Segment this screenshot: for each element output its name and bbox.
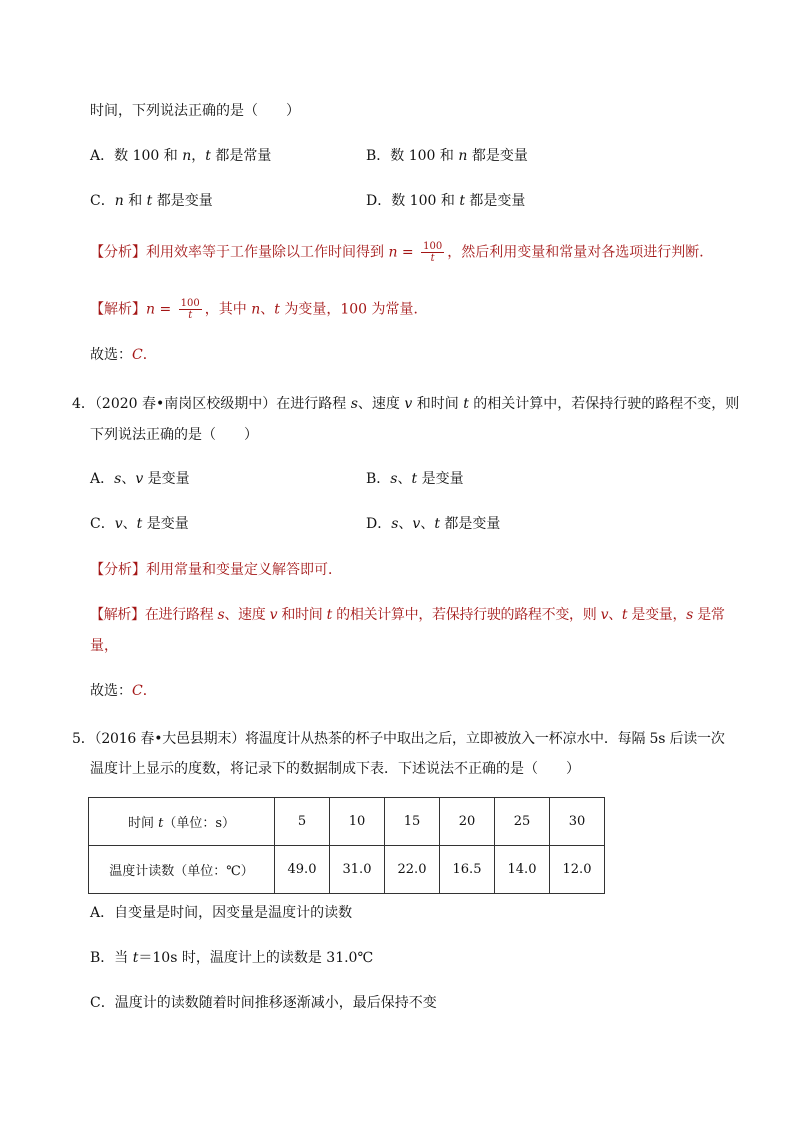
question-number: 4． [72, 396, 95, 412]
table-cell: 30 [550, 798, 605, 846]
table-cell: 5 [275, 798, 330, 846]
table-cell: 22.0 [385, 846, 440, 894]
option-d: D．s、v、t 都是变量 [366, 516, 501, 532]
analysis: 【分析】利用常量和变量定义解答即可． [90, 562, 342, 578]
table-row [89, 846, 605, 894]
answer: 故选：C． [90, 347, 157, 363]
data-table [88, 797, 605, 894]
answer: 故选：C． [90, 683, 157, 699]
table-cell: 20 [440, 798, 495, 846]
table-cell: 15 [385, 798, 440, 846]
option-c: C．温度计的读数随着时间推移逐渐减小，最后保持不变 [90, 995, 437, 1011]
question-5-stem-line2: 温度计上显示的度数，将记录下的数据制成下表．下述说法不正确的是（ ） [90, 761, 580, 777]
fraction: $\frac{100}{t}$ [180, 298, 200, 321]
table-cell: 12.0 [550, 846, 605, 894]
table-cell: 25 [495, 798, 550, 846]
question-4-stem: 4．（2020 春•南岗区校级期中）在进行路程 s、速度 v 和时间 t 的相关计算中，若保持行驶的路程不变，则 [72, 396, 740, 412]
option-a: A．s、v 是变量 [90, 471, 190, 487]
option-b: B．s、t 是变量 [366, 471, 464, 487]
solution-tag: 【解析】 [90, 301, 146, 318]
table-cell: 31.0 [330, 846, 385, 894]
analysis-tag: 【分析】 [90, 244, 146, 261]
option-b: B．数 100 和 n 都是变量 [366, 148, 528, 164]
option-a: A．自变量是时间，因变量是温度计的读数 [90, 905, 353, 921]
option-c: C．v、t 是变量 [90, 516, 189, 532]
solution: 【解析】在进行路程 s、速度 v 和时间 t 的相关计算中，若保持行驶的路程不变，则 v、t 是变量，s 是常 [90, 607, 725, 623]
option-b: B．当 t＝10s 时，温度计上的读数是 31.0℃ [90, 950, 374, 966]
option-a: A．数 100 和 n，t 都是常量 [90, 148, 272, 164]
table-cell: 49.0 [275, 846, 330, 894]
table-row [89, 798, 605, 846]
question-5-stem: 5．（2016 春•大邑县期末）将温度计从热茶的杯子中取出之后，立即被放入一杯凉水中．每隔 5s 后读一次 [72, 731, 725, 747]
row-header-time: 时间 t（单位：s） [89, 798, 275, 846]
table-cell: 16.5 [440, 846, 495, 894]
fraction: $\frac{100}{t}$ [423, 241, 443, 264]
solution: 【解析】n = $\frac{100}{t}$ ，其中 n、t 为变量，100 为常量． [90, 298, 428, 321]
stem-text: 时间，下列说法正确的是（ ） [90, 103, 300, 119]
option-d: D．数 100 和 t 都是变量 [366, 193, 526, 209]
question-stem-continuation [90, 101, 300, 121]
table-cell: 14.0 [495, 846, 550, 894]
solution-tag: 【解析】 [90, 607, 145, 623]
question-number: 5． [72, 731, 95, 747]
solution-line2: 量， [90, 638, 118, 654]
question-4-stem-line2: 下列说法正确的是（ ） [90, 427, 258, 443]
option-c: C．n 和 t 都是变量 [90, 193, 213, 209]
table-cell: 10 [330, 798, 385, 846]
analysis-tag: 【分析】 [90, 562, 146, 578]
row-header-temperature: 温度计读数（单位：℃） [89, 846, 275, 894]
analysis: 【分析】利用效率等于工作量除以工作时间得到 n = $\frac{100}{t}$ ，然后利用变量和常量对各选项进行判断． [90, 241, 714, 264]
